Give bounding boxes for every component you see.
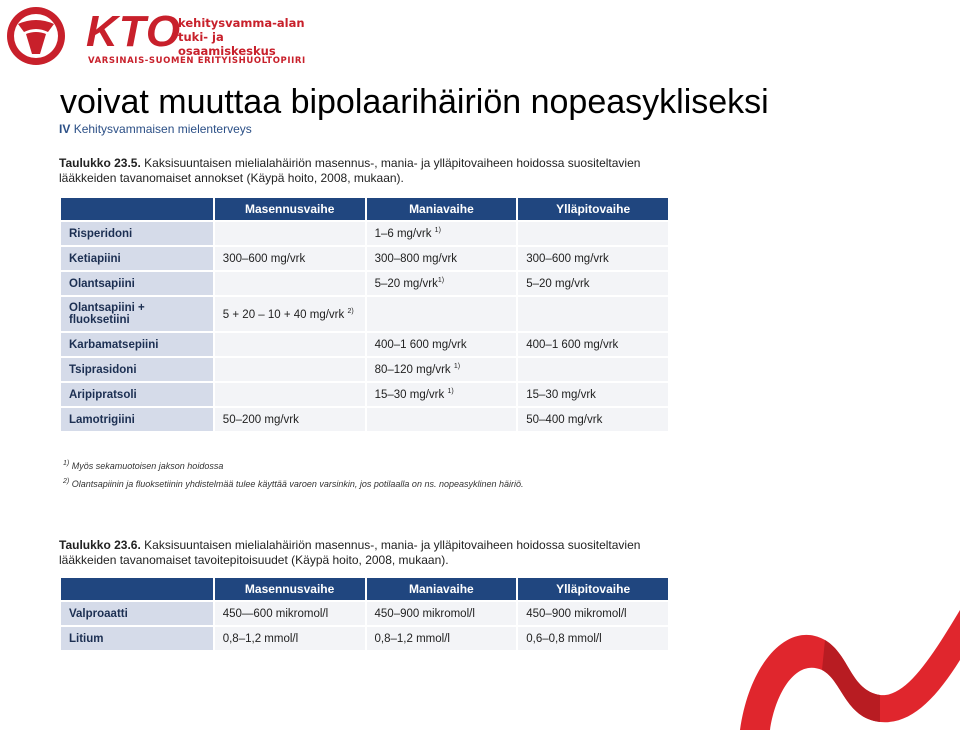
drug-name: Aripipratsoli <box>61 383 213 406</box>
mania-dose: 5–20 mg/vrk$^{1)}$ <box>367 272 517 295</box>
table2-caption <box>59 538 669 568</box>
concentration-table-header <box>61 578 668 600</box>
depression-dose <box>215 358 365 381</box>
kto-logo <box>0 0 320 78</box>
dose-table <box>59 196 670 433</box>
depression-level: 450—600 mikromol/l <box>215 602 365 625</box>
section-title: Kehitysvammaisen mielenterveys <box>73 122 252 136</box>
dose-table-header <box>61 198 668 220</box>
book-section-header <box>59 122 252 136</box>
drug-name: Olantsapiini <box>61 272 213 295</box>
depression-dose <box>215 272 365 295</box>
header-blank <box>61 198 213 220</box>
table-row <box>61 297 668 331</box>
mania-dose: 1–6 mg/vrk $^{1)}$ <box>367 222 517 245</box>
column-header: Ylläpitovaihe <box>518 198 668 220</box>
kto-emblem-icon <box>4 4 68 68</box>
mania-level: 450–900 mikromol/l <box>367 602 517 625</box>
column-header: Masennusvaihe <box>215 198 365 220</box>
drug-name: Lamotrigiini <box>61 408 213 431</box>
mania-dose <box>367 408 517 431</box>
mania-dose: 80–120 mg/vrk $^{1)}$ <box>367 358 517 381</box>
table2-caption-text: Kaksisuuntaisen mielialahäiriön masennus-, mania- ja ylläpitovaiheen hoidossa suositeltavien lääkkeiden tavanomaiset tavoitepitoisuudet (Käypä hoito, 2008, mukaan). <box>59 538 641 567</box>
red-ribbon-decoration <box>730 600 960 730</box>
drug-name: Litium <box>61 627 213 650</box>
table-row <box>61 358 668 381</box>
slide-title: voivat muuttaa bipolaarihäiriön nopeasykliseksi <box>60 83 769 121</box>
column-header: Ylläpitovaihe <box>518 578 668 600</box>
depression-dose <box>215 333 365 356</box>
maintenance-dose: 300–600 mg/vrk <box>518 247 668 270</box>
depression-dose <box>215 222 365 245</box>
table1-caption-label: Taulukko 23.5. <box>59 156 141 170</box>
depression-level: 0,8–1,2 mmol/l <box>215 627 365 650</box>
header-blank <box>61 578 213 600</box>
maintenance-dose: 5–20 mg/vrk <box>518 272 668 295</box>
depression-dose <box>215 383 365 406</box>
mania-dose: 300–800 mg/vrk <box>367 247 517 270</box>
table-row <box>61 272 668 295</box>
maintenance-level: 0,6–0,8 mmol/l <box>518 627 668 650</box>
depression-dose: 300–600 mg/vrk <box>215 247 365 270</box>
mania-dose: 400–1 600 mg/vrk <box>367 333 517 356</box>
table1-caption <box>59 156 669 186</box>
drug-name: Ketiapiini <box>61 247 213 270</box>
brand-tagline <box>178 16 320 58</box>
table-row <box>61 602 668 625</box>
depression-dose: 5 + 20 – 10 + 40 mg/vrk $^{2)}$ <box>215 297 365 331</box>
table2-caption-label: Taulukko 23.6. <box>59 538 141 552</box>
footnote-1: $^{1)}$ Myös sekamuotoisen jakson hoidossa <box>63 460 224 471</box>
table-row <box>61 408 668 431</box>
maintenance-dose: 15–30 mg/vrk <box>518 383 668 406</box>
drug-name: Valproaatti <box>61 602 213 625</box>
table1-caption-text: Kaksisuuntaisen mielialahäiriön masennus-, mania- ja ylläpitovaiheen hoidossa suositeltavien lääkkeiden tavanomaiset annokset (Käypä hoito, 2008, mukaan). <box>59 156 641 185</box>
maintenance-dose <box>518 358 668 381</box>
brand-name: KTO <box>86 7 182 56</box>
section-number: IV <box>59 122 71 136</box>
table-row <box>61 222 668 245</box>
table-row <box>61 247 668 270</box>
drug-name: Karbamatsepiini <box>61 333 213 356</box>
column-header: Maniavaihe <box>367 578 517 600</box>
maintenance-dose <box>518 297 668 331</box>
concentration-table <box>59 576 670 652</box>
column-header: Masennusvaihe <box>215 578 365 600</box>
brand-region: VARSINAIS-SUOMEN ERITYISHUOLTOPIIRI <box>88 56 306 66</box>
tagline-line-1: kehitysvamma-alan <box>178 16 305 30</box>
depression-dose: 50–200 mg/vrk <box>215 408 365 431</box>
table-row <box>61 383 668 406</box>
mania-dose <box>367 297 517 331</box>
mania-level: 0,8–1,2 mmol/l <box>367 627 517 650</box>
drug-name: Olantsapiini + fluoksetiini <box>61 297 213 331</box>
drug-name: Tsiprasidoni <box>61 358 213 381</box>
maintenance-level: 450–900 mikromol/l <box>518 602 668 625</box>
maintenance-dose <box>518 222 668 245</box>
mania-dose: 15–30 mg/vrk $^{1)}$ <box>367 383 517 406</box>
book-page-image <box>55 118 670 663</box>
drug-name: Risperidoni <box>61 222 213 245</box>
table-row <box>61 333 668 356</box>
table-row <box>61 627 668 650</box>
column-header: Maniavaihe <box>367 198 517 220</box>
maintenance-dose: 50–400 mg/vrk <box>518 408 668 431</box>
footnote-2: $^{2)}$ Olantsapiinin ja fluoksetiinin yhdistelmää tulee käyttää varoen varsinkin, jos potilaalla on ns. nopeasyklinen häiriö. <box>63 478 524 489</box>
maintenance-dose: 400–1 600 mg/vrk <box>518 333 668 356</box>
tagline-line-2: tuki- ja osaamiskeskus <box>178 30 276 58</box>
